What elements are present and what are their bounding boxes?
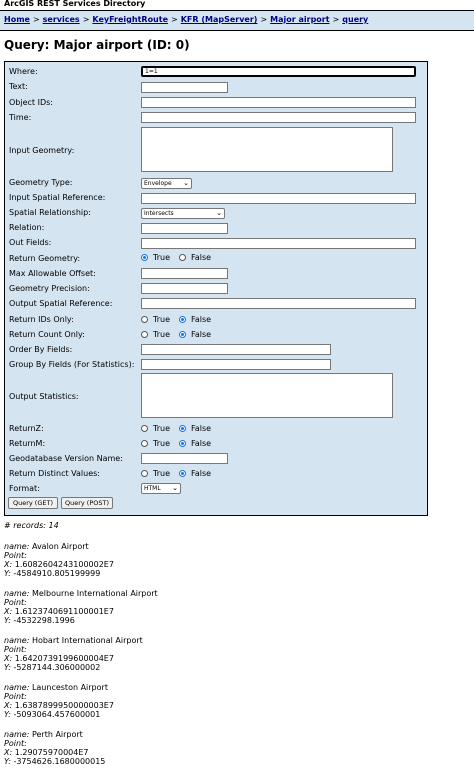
order-by-label: Order By Fields: <box>9 345 73 354</box>
text-input[interactable] <box>141 82 228 93</box>
breadcrumb-home[interactable]: Home <box>4 15 30 24</box>
list-item <box>4 589 158 625</box>
output-sr-input[interactable] <box>141 298 416 309</box>
records-count-text: # records: 14 <box>4 521 59 530</box>
geometry-type: Point: <box>4 598 27 607</box>
geometry-precision-input[interactable] <box>141 283 228 294</box>
radio-true-label: True <box>153 424 170 433</box>
list-item <box>4 542 114 578</box>
query-form <box>4 61 428 516</box>
text-label: Text: <box>9 82 28 91</box>
field-key: name: <box>4 730 30 739</box>
return-ids-only-label: Return IDs Only: <box>9 315 74 324</box>
list-item <box>4 730 105 766</box>
chevron-down-icon: ⌄ <box>183 179 189 187</box>
geometry-type-label: Geometry Type: <box>9 178 73 187</box>
x-key: X: <box>4 560 13 569</box>
return-m-label: ReturnM: <box>9 439 46 448</box>
chevron-down-icon: ⌄ <box>172 484 178 492</box>
y-value: -5287144.306000002 <box>13 663 101 672</box>
max-offset-input[interactable] <box>141 268 228 279</box>
record-name: Melbourne International Airport <box>31 589 158 598</box>
radio-false-label: False <box>191 469 212 478</box>
time-label: Time: <box>9 113 32 122</box>
relation-label: Relation: <box>9 223 45 232</box>
x-value: 1.6387899950000003E7 <box>14 701 114 710</box>
radio-false-label: False <box>191 330 212 339</box>
x-key: X: <box>4 607 13 616</box>
y-key: Y: <box>4 663 11 672</box>
return-count-only-radios <box>141 330 220 339</box>
y-key: Y: <box>4 616 11 625</box>
breadcrumb-query[interactable]: query <box>342 15 369 24</box>
return-distinct-false-radio[interactable] <box>179 470 186 477</box>
list-item <box>4 683 114 719</box>
return-geometry-radios <box>141 253 220 262</box>
gdb-version-input[interactable] <box>141 453 228 464</box>
return-z-radios <box>141 424 220 433</box>
record-name: Perth Airport <box>31 730 83 739</box>
x-value: 1.6420739199600004E7 <box>14 654 114 663</box>
x-key: X: <box>4 748 13 757</box>
return-count-only-false-radio[interactable] <box>179 331 186 338</box>
breadcrumb: Home > services > KeyFreightRoute > KFR (MapServer) > Major airport > query <box>0 10 474 31</box>
return-m-radios <box>141 439 220 448</box>
where-input[interactable]: 1=1 <box>141 66 416 77</box>
y-key: Y: <box>4 569 11 578</box>
record-name: Hobart International Airport <box>31 636 143 645</box>
x-value: 1.6082604243100002E7 <box>14 560 114 569</box>
record-name: Launceston Airport <box>31 683 108 692</box>
radio-true-label: True <box>153 469 170 478</box>
geometry-type: Point: <box>4 692 27 701</box>
return-m-false-radio[interactable] <box>179 440 186 447</box>
group-by-input[interactable] <box>141 359 331 370</box>
breadcrumb-services[interactable]: services <box>42 15 80 24</box>
object-ids-input[interactable] <box>141 97 416 108</box>
radio-false-label: False <box>191 424 212 433</box>
object-ids-label: Object IDs: <box>9 98 53 107</box>
return-count-only-label: Return Count Only: <box>9 330 85 339</box>
query-get-button[interactable]: Query (GET) <box>8 497 58 509</box>
format-label: Format: <box>9 484 40 493</box>
x-value: 1.6123740691100001E7 <box>14 607 114 616</box>
output-statistics-label: Output Statistics: <box>9 392 79 401</box>
field-key: name: <box>4 683 30 692</box>
return-distinct-radios <box>141 469 220 478</box>
return-distinct-true-radio[interactable] <box>141 470 148 477</box>
input-sr-label: Input Spatial Reference: <box>9 193 106 202</box>
app-title: ArcGIS REST Services Directory <box>4 0 146 8</box>
radio-false-label: False <box>191 439 212 448</box>
records-count <box>4 521 59 530</box>
return-m-true-radio[interactable] <box>141 440 148 447</box>
relation-input[interactable] <box>141 223 228 234</box>
record-name: Avalon Airport <box>31 542 89 551</box>
chevron-down-icon: ⌄ <box>216 209 222 217</box>
header-bar <box>0 0 474 10</box>
time-input[interactable] <box>141 112 416 123</box>
order-by-input[interactable] <box>141 344 331 355</box>
radio-false-label: False <box>191 253 212 262</box>
radio-true-label: True <box>153 253 170 262</box>
y-key: Y: <box>4 757 11 766</box>
geometry-type: Point: <box>4 551 27 560</box>
field-key: name: <box>4 636 30 645</box>
spatial-rel-value: Intersects <box>144 210 174 217</box>
group-by-label: Group By Fields (For Statistics): <box>9 360 135 369</box>
y-value: -5093064.457600001 <box>13 710 101 719</box>
radio-true-label: True <box>153 315 170 324</box>
return-z-true-radio[interactable] <box>141 425 148 432</box>
y-value: -3754626.1680000015 <box>13 757 106 766</box>
query-post-button[interactable]: Query (POST) <box>61 497 113 509</box>
out-fields-input[interactable] <box>141 238 416 249</box>
breadcrumb-keyfreightroute[interactable]: KeyFreightRoute <box>92 15 169 24</box>
geometry-type-value: Envelope <box>144 180 172 187</box>
return-geometry-false-radio[interactable] <box>179 254 186 261</box>
x-key: X: <box>4 701 13 710</box>
output-sr-label: Output Spatial Reference: <box>9 299 113 308</box>
gdb-version-label: Geodatabase Version Name: <box>9 454 123 463</box>
list-item <box>4 636 143 672</box>
breadcrumb-kfr-mapserver[interactable]: KFR (MapServer) <box>180 15 258 24</box>
radio-true-label: True <box>153 439 170 448</box>
geometry-precision-label: Geometry Precision: <box>9 284 90 293</box>
format-select[interactable] <box>141 483 181 494</box>
spatial-rel-select[interactable] <box>141 208 225 219</box>
out-fields-label: Out Fields: <box>9 238 52 247</box>
y-value: -4584910.805199999 <box>13 569 101 578</box>
format-value: HTML <box>144 485 161 492</box>
x-key: X: <box>4 654 13 663</box>
input-geometry-textarea[interactable] <box>141 127 393 172</box>
output-statistics-textarea[interactable] <box>141 373 393 418</box>
return-count-only-true-radio[interactable] <box>141 331 148 338</box>
return-ids-only-false-radio[interactable] <box>179 316 186 323</box>
input-geometry-label: Input Geometry: <box>9 146 75 155</box>
return-geometry-true-radio[interactable] <box>141 254 148 261</box>
field-key: name: <box>4 589 30 598</box>
radio-true-label: True <box>153 330 170 339</box>
where-label: Where: <box>9 67 38 76</box>
y-key: Y: <box>4 710 11 719</box>
field-key: name: <box>4 542 30 551</box>
spatial-rel-label: Spatial Relationship: <box>9 208 91 217</box>
page-title: Query: Major airport (ID: 0) <box>4 38 190 52</box>
geometry-type-select[interactable] <box>141 178 192 189</box>
return-z-label: ReturnZ: <box>9 424 44 433</box>
radio-false-label: False <box>191 315 212 324</box>
input-sr-input[interactable] <box>141 193 416 204</box>
max-offset-label: Max Allowable Offset: <box>9 269 96 278</box>
x-value: 1.29075970004E7 <box>14 748 89 757</box>
return-geometry-label: Return Geometry: <box>9 254 81 263</box>
return-ids-only-radios <box>141 315 220 324</box>
return-distinct-label: Return Distinct Values: <box>9 469 100 478</box>
geometry-type: Point: <box>4 645 27 654</box>
breadcrumb-major-airport[interactable]: Major airport <box>270 15 330 24</box>
return-ids-only-true-radio[interactable] <box>141 316 148 323</box>
geometry-type: Point: <box>4 739 27 748</box>
y-value: -4532298.1996 <box>13 616 75 625</box>
return-z-false-radio[interactable] <box>179 425 186 432</box>
